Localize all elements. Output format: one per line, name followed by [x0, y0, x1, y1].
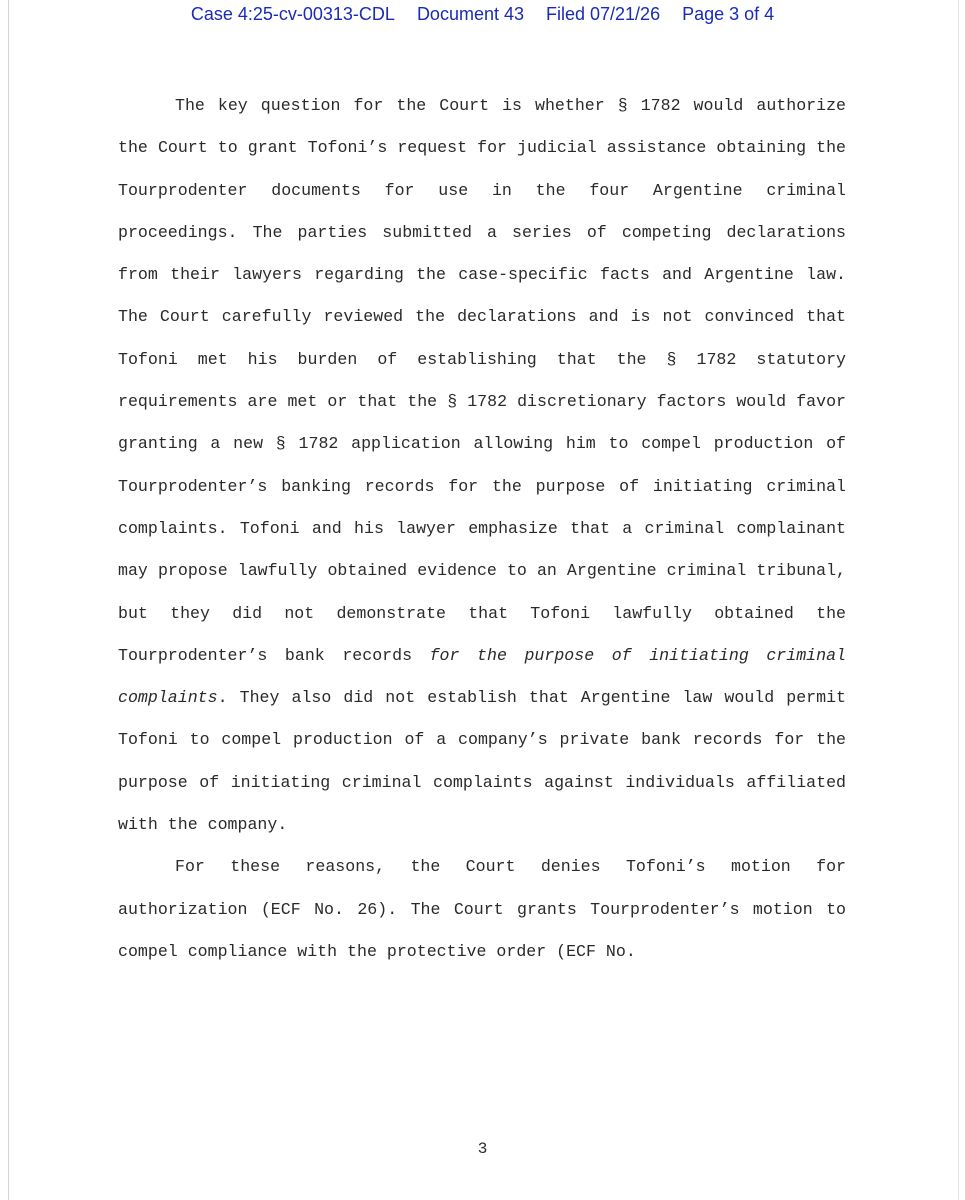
- document-body: [118, 85, 846, 973]
- paragraph-text: For these reasons, the Court denies Tofoni’s motion for authorization (ECF No. 26). The Court grants Tourprodenter’s motion to compel compliance with the protective order (ECF No.: [118, 857, 846, 961]
- paragraph-text: . They also did not establish that Argentine law would permit Tofoni to compel production of a company’s private bank records for the purpose of initiating criminal complaints against individuals affiliated with the company.: [118, 688, 846, 835]
- page-left-edge: [8, 0, 9, 1200]
- page-right-edge: [958, 0, 959, 1200]
- paragraph-key-question: [118, 85, 846, 846]
- italic-emphasis: for the purpose of initiating criminal complaints: [118, 645, 847, 708]
- document-number: Document 43: [416, 4, 524, 24]
- page-number: 3: [477, 1140, 488, 1158]
- ecf-header: [0, 2, 965, 26]
- case-number: Case 4:25-cv-00313-CDL: [190, 4, 395, 24]
- page-indicator: Page 3 of 4: [682, 4, 775, 24]
- paragraph-text: The key question for the Court is whether § 1782 would authorize the Court to grant Tofoni’s request for judicial assistance obtaining the Tourprodenter documents for use in the four Argentine criminal proceedings. The parties submitted a series of competing declarations from their lawyers regarding the case-specific facts and Argentine law. The Court carefully reviewed the declarations and is not convinced that Tofoni met his burden of establishing that the § 1782 statutory requirements are met or that the § 1782 discretionary factors would favor granting a new § 1782 application allowing him to compel production of Tourprodenter’s banking records for the purpose of initiating criminal complaints. Tofoni and his lawyer emphasize that a criminal complainant may propose lawfully obtained evidence to an Argentine criminal tribunal, but they did not demonstrate that Tofoni lawfully obtained the Tourprodenter’s bank records: [118, 96, 846, 665]
- filed-date: Filed 07/21/26: [546, 4, 661, 24]
- paragraph-conclusion: [118, 846, 846, 973]
